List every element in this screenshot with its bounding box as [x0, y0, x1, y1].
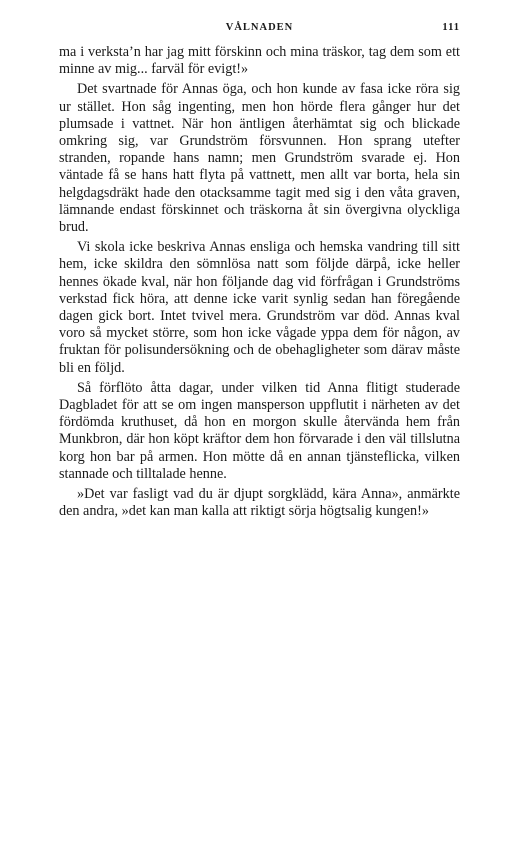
paragraph: Så förflöto åtta dagar, under vilken tid Anna flitigt studerade Dagbladet för att se om ingen mansperson uppflutit i närheten av det fördömda kruthuset, då hon en morgon skulle återvända hem från Munkbron, där hon köpt kräftor dem hon förvarade i den väl tillslutna korg hon bar på armen. Hon mötte då en annan tjänsteflicka, vilken stannade och tilltalade henne. — [59, 379, 460, 482]
paragraph: Det svartnade för Annas öga, och hon kunde av fasa icke röra sig ur stället. Hon såg ingenting, men hon hörde flera gånger hur det plumsade i vattnet. När hon äntligen återhämtat sig och blickade omkring sig, var Grundström försvunnen. Hon sprang utefter stranden, ropande hans namn; men Grundström svarade ej. Hon väntade få se hans hatt flyta på vattnett, men allt var borta, hela sin helgdagsdräkt hade den otacksamme tagit med sig i den våta graven, lämnande endast förskinnet och träskorna åt sin övergivna olyckliga brud. — [59, 81, 460, 236]
paragraph: ma i verksta’n har jag mitt förskinn och mina träskor, tag dem som ett minne av mig... farväl för evigt!» — [59, 44, 460, 78]
book-page — [59, 22, 460, 523]
running-title: VÅLNADEN — [225, 22, 294, 33]
page-number: 111 — [442, 22, 460, 33]
running-head — [59, 22, 460, 38]
body-text — [59, 44, 460, 520]
paragraph: »Det var fasligt vad du är djupt sorgklädd, kära Anna», anmärkte den andra, »det kan man kalla att riktigt sörja högtsalig kungen!» — [59, 486, 460, 520]
paragraph: Vi skola icke beskriva Annas ensliga och hemska vandring till sitt hem, icke skildra den sömnlösa natt som följde därpå, icke heller hennes ökade kval, när hon följande dag vid förfrågan i Grundströms verkstad fick höra, att denne icke varit synlig sedan han föregående dagen gick bort. Intet tvivel mera. Grundström var död. Annas kval voro så mycket större, som hon icke vågade yppa dem för någon, av fruktan för polisundersökning och de obehagligheter som därav måste bli en följd. — [59, 239, 460, 376]
